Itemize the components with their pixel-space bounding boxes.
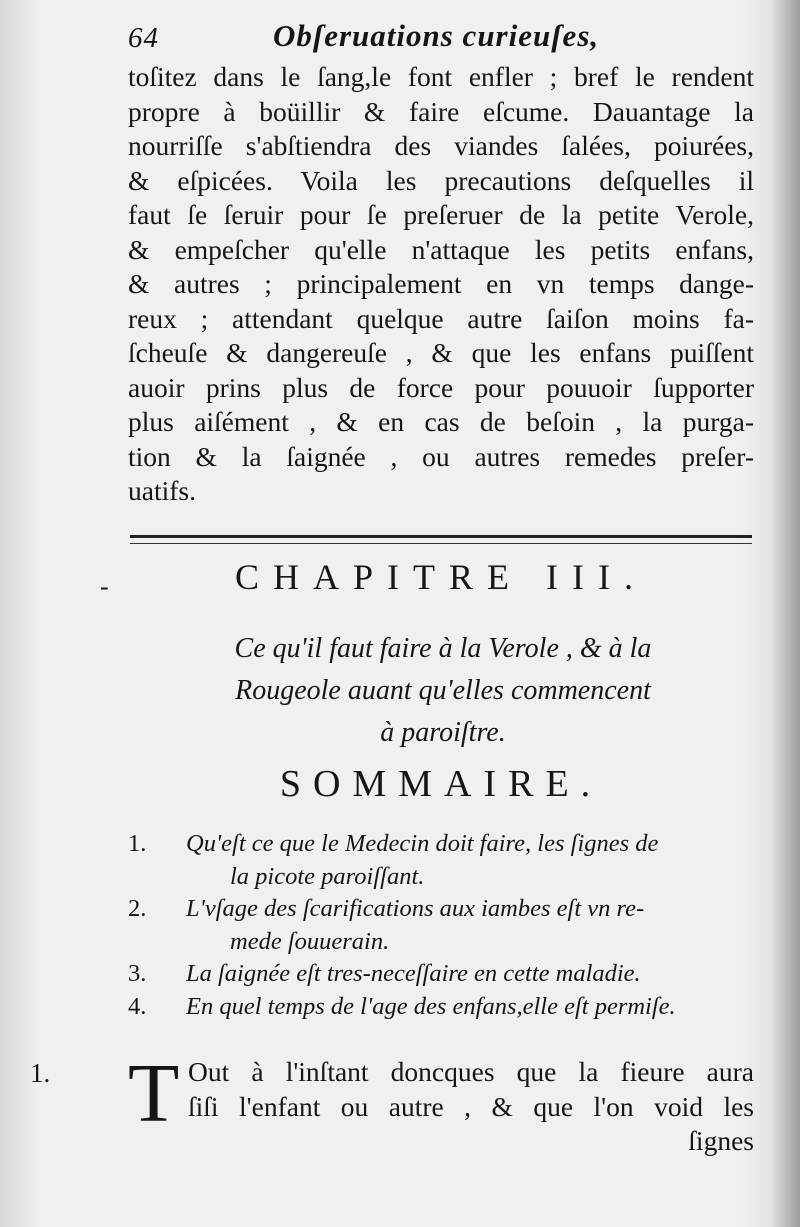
text-line: & eſpicées. Voila les precautions deſquelles il [128, 164, 754, 196]
summary-item [128, 958, 760, 991]
body-text [128, 60, 754, 509]
chapter-title-line: Rougeole auant qu'elles commencent [235, 675, 651, 706]
summary-text [186, 893, 760, 958]
text-line: reux ; attendant quelque autre ſaiſon moins fa- [128, 302, 754, 334]
section-divider [130, 535, 752, 544]
summary-line: mede ſouuerain. [230, 927, 390, 955]
text-line: & autres ; principalement en vn temps dange- [128, 268, 754, 299]
drop-cap: T [128, 1047, 180, 1140]
page-number: 64 [128, 22, 159, 54]
text-line: toſitez dans le ſang,le font enfler ; bref le rendent [128, 61, 754, 92]
text-line: faut ſe ſeruir pour ſe preſeruer de la petite Verole, [128, 199, 754, 230]
summary-item [128, 991, 760, 1024]
summary-number: 3. [128, 960, 147, 987]
summary-text [186, 991, 760, 1024]
summary-item [128, 828, 760, 893]
margin-mark: - [100, 572, 109, 601]
text-line: ſcheuſe & dangereuſe , & que les enfans puiſſent [128, 337, 754, 368]
text-line: ſignes [688, 1125, 754, 1156]
text-line: ſiſi l'enfant ou autre , & que l'on void les [188, 1090, 754, 1122]
text-line: auoir prins plus de force pour pouuoir ſupporter [128, 371, 754, 403]
text-line: uatifs. [128, 475, 196, 506]
chapter-title-line: Ce qu'il faut faire à la Verole , & à la [234, 633, 652, 664]
summary-line: Qu'eſt ce que le Medecin doit faire, les ſignes de [186, 830, 659, 857]
summary-number: 4. [128, 992, 147, 1020]
summary-item [128, 893, 760, 958]
text-line: & empeſcher qu'elle n'attaque les petits enfans, [128, 233, 754, 265]
summary-number: 2. [128, 895, 147, 922]
paragraph-text [188, 1055, 754, 1159]
summary-list [128, 828, 760, 1023]
text-line: nourriſſe s'abſtiendra des viandes ſalées, poiurées, [128, 130, 754, 161]
summary-line: La ſaignée eſt tres-neceſſaire en cette maladie. [186, 960, 641, 987]
summary-text [186, 828, 760, 893]
chapter-heading: CHAPITRE III. [235, 557, 647, 597]
summary-number: 1. [128, 830, 147, 857]
running-title: Obſeruations curieuſes, [273, 18, 600, 53]
page-header [128, 18, 748, 58]
sommaire-heading: SOMMAIRE. [279, 763, 603, 805]
summary-text [186, 958, 760, 991]
chapter-title [128, 628, 758, 754]
summary-line: la picote paroiſſant. [230, 862, 425, 890]
text-line: tion & la ſaignée , ou autres remedes preſer- [128, 440, 754, 472]
paragraph-margin-number: 1. [30, 1058, 51, 1088]
text-line: Out à l'inſtant doncques que la fieure aura [188, 1056, 754, 1087]
summary-line: En quel temps de l'age des enfans,elle eſt permiſe. [186, 992, 676, 1020]
chapter-title-line: à paroiſtre. [380, 717, 506, 748]
text-line: plus aiſément , & en cas de beſoin , la purga- [128, 406, 754, 437]
text-line: propre à boüillir & faire eſcume. Dauantage la [128, 95, 754, 127]
summary-line: L'vſage des ſcarifications aux iambes eſt vn re- [186, 895, 645, 922]
